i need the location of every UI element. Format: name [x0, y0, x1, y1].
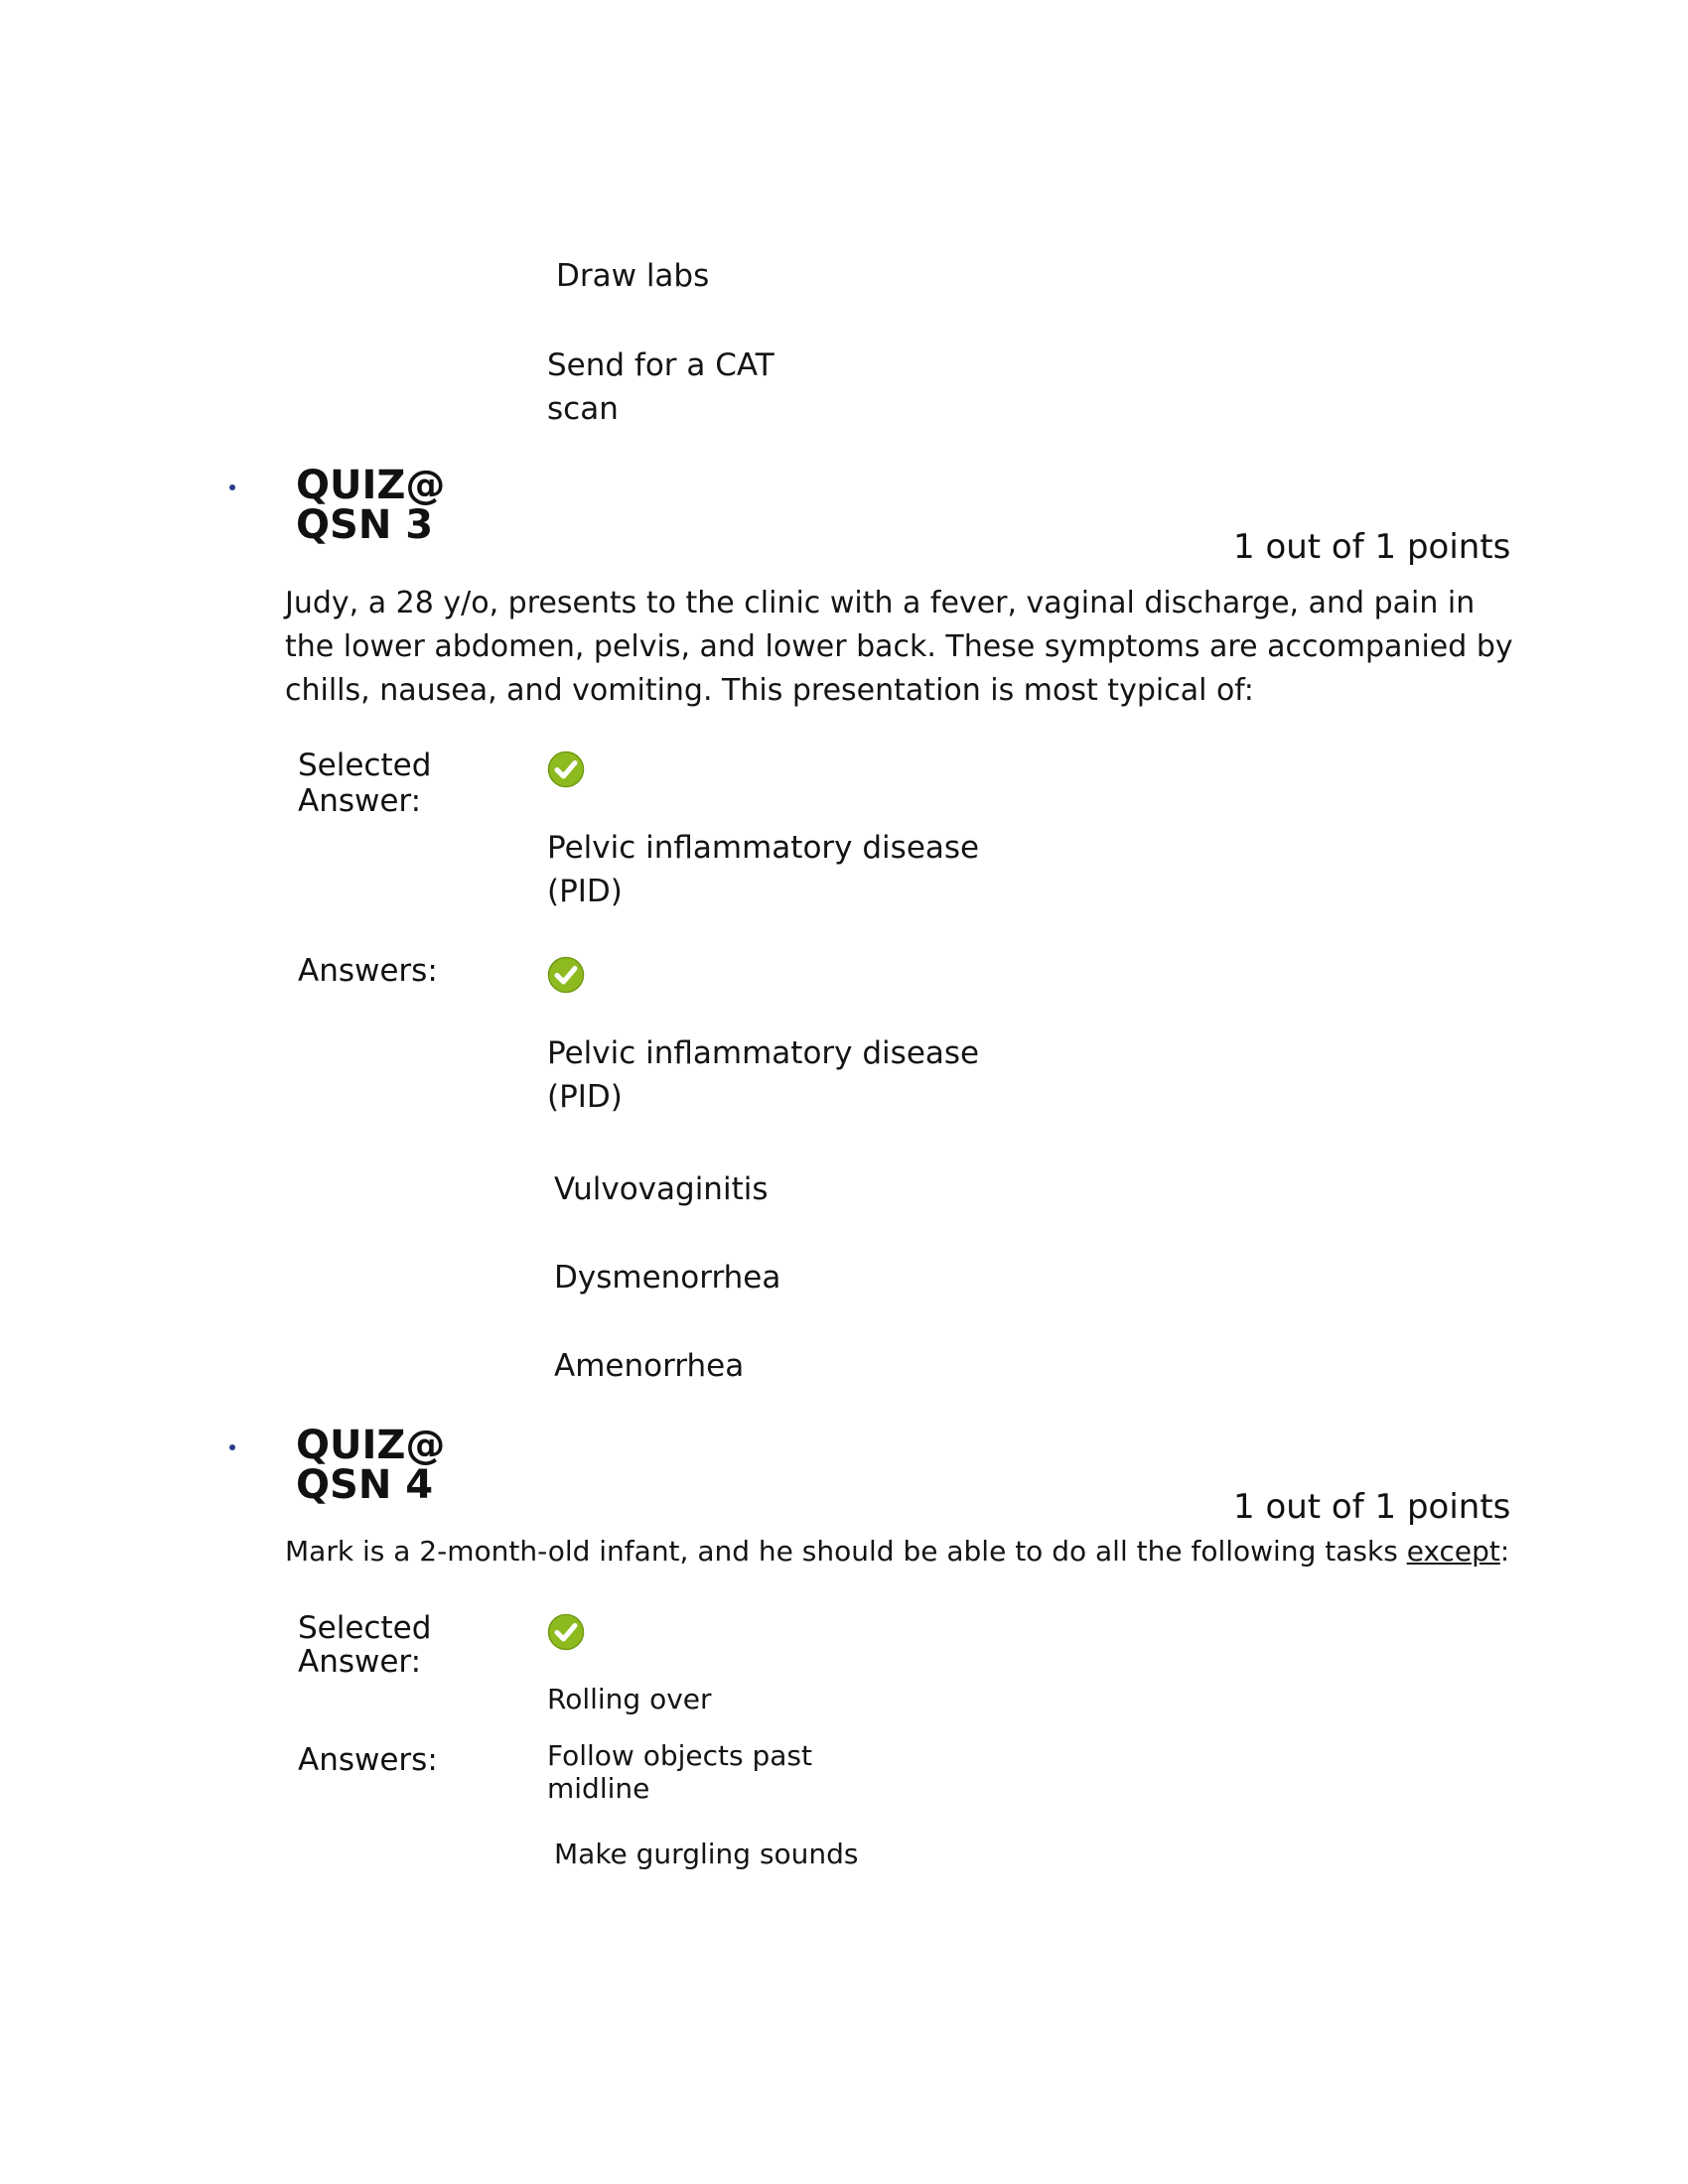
points-score: 1 out of 1 points: [1233, 1487, 1511, 1527]
selected-answer-label: Selected Answer:: [298, 1610, 432, 1680]
question-text: Judy, a 28 y/o, presents to the clinic with a fever, vaginal discharge, and pain in the lower abdomen, pelvis, and lower back. These symptoms are accompanied by chills, nausea, and vomiting. This presentation is most typical of:: [285, 586, 1513, 708]
answer-option: Vulvovaginitis: [554, 1171, 769, 1207]
answers-label: Answers:: [298, 1742, 438, 1778]
question-title: [296, 463, 446, 548]
correct-check-icon: [547, 751, 585, 788]
answer-option: Send for a CAT scan: [547, 347, 774, 427]
question-text: [285, 1535, 1510, 1568]
selected-answer-text: Pelvic inflammatory disease (PID): [547, 830, 980, 909]
question-title-line1: QUIZ@: [296, 463, 446, 508]
question-text-emphasis: except: [1406, 1535, 1500, 1568]
answer-option: Follow objects past midline: [547, 1739, 812, 1805]
list-bullet: [229, 484, 235, 490]
question-title: [296, 1423, 446, 1508]
answer-option: Make gurgling sounds: [554, 1838, 859, 1870]
answer-option: Amenorrhea: [554, 1348, 745, 1384]
list-bullet: [229, 1444, 235, 1450]
question-title-line2: QSN 4: [296, 1462, 434, 1508]
question-title-line1: QUIZ@: [296, 1423, 446, 1468]
answer-option: Dysmenorrhea: [554, 1260, 781, 1296]
correct-check-icon: [547, 956, 585, 994]
question-text-main: Mark is a 2-month-old infant, and he should be able to do all the following tasks: [285, 1535, 1398, 1568]
answers-label: Answers:: [298, 953, 438, 989]
points-score: 1 out of 1 points: [1233, 527, 1511, 567]
correct-check-icon: [547, 1613, 585, 1651]
question-text-end: :: [1499, 1535, 1510, 1568]
selected-answer-text: Rolling over: [547, 1683, 712, 1715]
answer-option-correct: Pelvic inflammatory disease (PID): [547, 1035, 980, 1115]
selected-answer-label: Selected Answer:: [298, 748, 432, 819]
answer-option: Draw labs: [556, 258, 710, 294]
question-title-line2: QSN 3: [296, 502, 434, 548]
